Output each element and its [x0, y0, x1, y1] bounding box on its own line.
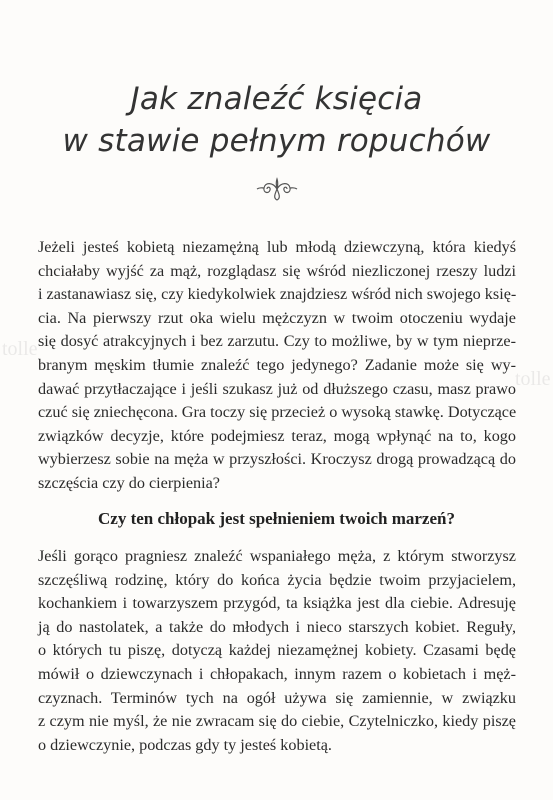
text-line: Jeśli gorąco pragniesz znaleźć wspaniałego męża, z którym stworzysz	[38, 547, 516, 565]
text-line: szczęśliwą rodzinę, który do końca życia będzie twoim przyjacielem,	[38, 570, 516, 589]
chapter-title-line-2: w stawie pełnym ropuchów	[62, 123, 491, 159]
text-line: kochankiem i towarzyszem przygód, ta książka jest dla ciebie. Adresuję	[38, 594, 516, 613]
text-line: z czym nie myśl, że nie zwracam się do ciebie, Czytelniczko, kiedy piszę	[38, 712, 516, 731]
text-line: i zastanawiasz się, czy kiedykolwiek znajdziesz wśród nich swojego księ-	[38, 285, 517, 304]
chapter-title-line-1: Jak znaleźć księcia	[130, 81, 423, 117]
swirl-ornament-icon	[255, 176, 299, 202]
watermark-left: tolle	[2, 338, 38, 360]
text-line: cia. Na pierwszy rzut oka wielu mężczyzn w twoim otoczeniu wydaje	[38, 308, 516, 327]
chapter-title	[0, 78, 553, 162]
text-line: Jeżeli jesteś kobietą niezamężną lub młodą dziewczyną, która kiedyś	[38, 238, 516, 256]
text-line: o których tu piszę, dotyczą każdej niezamężnej kobiety. Czasami będę	[38, 641, 516, 660]
text-line: dawać przytłaczające i jeśli szukasz już od dłuższego czasu, masz prawo	[38, 379, 516, 398]
text-line: mówił o dziewczynach i chłopakach, innym razem o kobietach i męż-	[38, 664, 516, 683]
text-line: ją do nastolatek, a także do młodych i nieco starszych kobiet. Reguły,	[38, 617, 516, 636]
paragraph-intro	[38, 236, 516, 496]
text-line: wybierzesz sobie na męża w przyszłości. Kroczysz drogą prowadzącą do	[38, 450, 516, 469]
text-line: chciałaby wyjść za mąż, rozglądasz się wśród niezliczonej rzeszy ludzi	[38, 261, 516, 280]
text-line: branym męskim tłumie znaleźć tego jedynego? Zadanie może się wy-	[38, 355, 516, 374]
text-line: czyznach. Terminów tych na ogół używa się zamiennie, w związku	[38, 688, 516, 707]
paragraph-section	[38, 545, 516, 757]
text-line: o dziewczynie, podczas gdy ty jesteś kobietą.	[38, 735, 332, 754]
text-line: czuć się zniechęcona. Gra toczy się przecież o wysoką stawkę. Dotyczące	[38, 403, 517, 422]
watermark-right: tolle	[515, 368, 551, 390]
text-line: związków decyzje, które podejmiesz teraz, mogą wpłynąć na to, kogo	[38, 426, 516, 445]
text-line: się dosyć atrakcyjnych i bez zarzutu. Czy to możliwe, by w tym nieprze-	[38, 332, 516, 351]
text-line: szczęścia czy do cierpienia?	[38, 473, 220, 492]
section-heading: Czy ten chłopak jest spełnieniem twoich marzeń?	[98, 509, 455, 528]
